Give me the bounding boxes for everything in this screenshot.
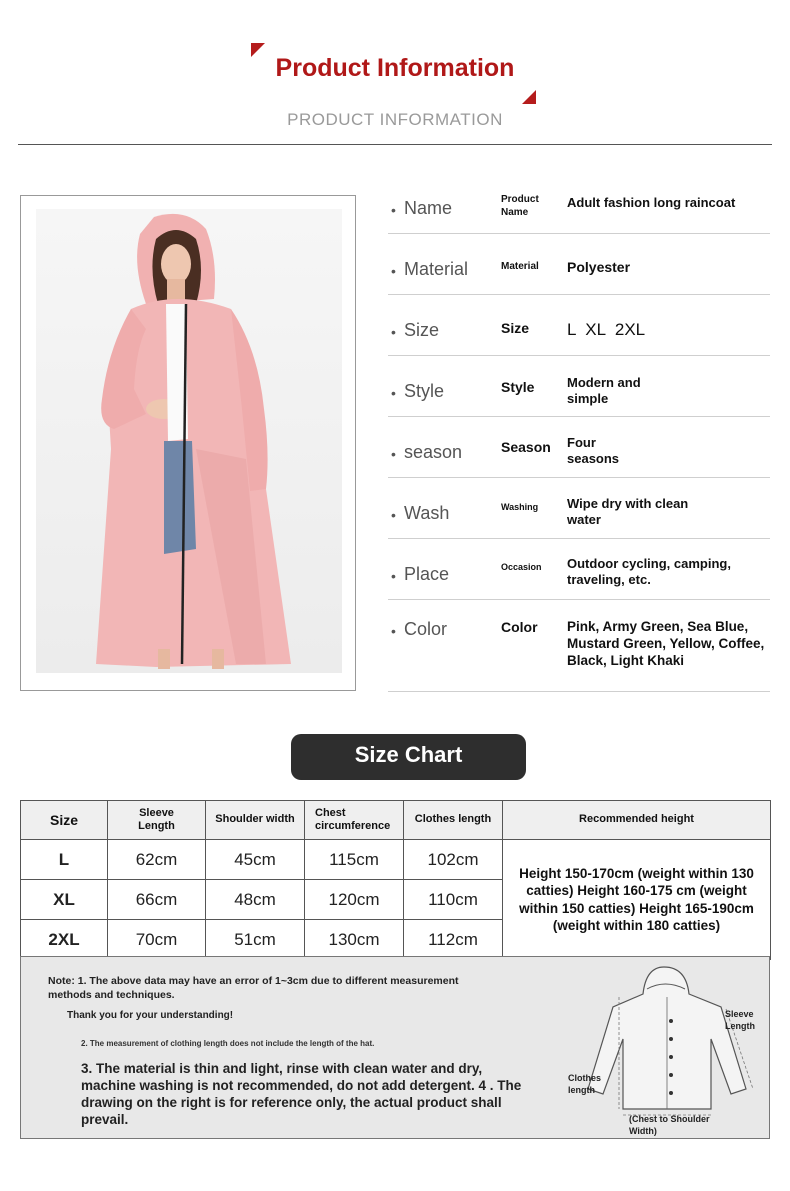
attr-key-label: Occasion [501, 562, 542, 572]
note-thanks: Thank you for your understanding! [67, 1010, 234, 1021]
raincoat-outline-icon [561, 959, 771, 1139]
bullet-dot: • [391, 623, 396, 639]
attr-key-label: Style [501, 379, 535, 395]
bullet-dot: • [391, 324, 396, 340]
cell-size: XL [21, 880, 108, 920]
attr-value: Four seasons [567, 435, 620, 467]
attr-key-label: Color [501, 619, 538, 635]
clothes-length-label: Clothes length [568, 1073, 602, 1095]
cell-chest: 120cm [305, 880, 404, 920]
measurement-diagram [561, 959, 771, 1139]
header-sleeve [108, 801, 206, 840]
size-table [20, 800, 771, 960]
attr-row-material [388, 235, 770, 295]
attr-name-label: Style [404, 381, 445, 401]
header-chest [305, 801, 404, 840]
attr-name-label: Wash [404, 503, 450, 523]
cell-size: L [21, 840, 108, 880]
attr-row-season [388, 418, 770, 478]
bullet-dot: • [391, 507, 396, 523]
header-clothes-length: Clothes length [404, 801, 503, 840]
attr-value: Pink, Army Green, Sea Blue, Mustard Green, Yellow, Coffee, Black, Light Khaki [567, 619, 765, 668]
chest-width-label: (Chest to Shoulder Width) [629, 1114, 710, 1136]
page-subtitle: PRODUCT INFORMATION [287, 110, 503, 129]
cell-sleeve: 62cm [108, 840, 206, 880]
product-photo-frame [20, 195, 356, 691]
note-3: 3. The material is thin and light, rinse with clean water and dry, machine washing is not recommended, do not add detergent. 4 . The drawing on the right is for reference only, the actual product shall prevail. [81, 1061, 522, 1127]
cell-length: 112cm [404, 920, 503, 960]
attr-row-color [388, 601, 770, 692]
cell-shoulder: 45cm [206, 840, 305, 880]
note-2: 2. The measurement of clothing length does not include the length of the hat. [81, 1039, 375, 1048]
attr-key-label: Material [501, 261, 539, 272]
attr-key-label: Season [501, 439, 551, 455]
cell-shoulder: 51cm [206, 920, 305, 960]
header-size: Size [21, 801, 108, 840]
table-row [21, 840, 771, 880]
attr-value: Outdoor cycling, camping, traveling, etc. [567, 556, 731, 588]
attr-value: Polyester [567, 259, 631, 275]
size-chart-title: Size Chart [291, 734, 526, 780]
bullet-dot: • [391, 446, 396, 462]
header-shoulder: Shoulder width [206, 801, 305, 840]
header-sleeve-label: Sleeve Length [138, 806, 175, 832]
cell-recommended-height: Height 150-170cm (weight within 130 catties) Height 160-175 cm (weight within 150 catties) Height 165-190cm (weight within 180 catties) [503, 840, 771, 960]
attr-key-label: Size [501, 320, 530, 336]
cell-chest: 115cm [305, 840, 404, 880]
attr-value: Adult fashion long raincoat [567, 195, 736, 210]
header-recommended-height: Recommended height [503, 801, 771, 840]
corner-accent-bottom-right [522, 90, 536, 104]
bullet-dot: • [391, 385, 396, 401]
raincoat-model-illustration [36, 209, 342, 673]
bullet-dot: • [391, 263, 396, 279]
cell-sleeve: 66cm [108, 880, 206, 920]
attr-row-style [388, 357, 770, 417]
attr-name-label: Name [404, 198, 453, 218]
header-divider [18, 144, 772, 145]
attr-value: L XL 2XL [567, 320, 646, 339]
cell-length: 102cm [404, 840, 503, 880]
bullet-dot: • [391, 202, 396, 218]
attr-row-size [388, 296, 770, 356]
attr-value: Wipe dry with clean water [567, 496, 689, 528]
cell-shoulder: 48cm [206, 880, 305, 920]
attr-name-label: Material [404, 259, 469, 279]
attr-value: Modern and simple [567, 375, 641, 407]
header-chest-label: Chest circumference [315, 806, 391, 832]
bullet-dot: • [391, 568, 396, 584]
cell-length: 110cm [404, 880, 503, 920]
attr-name-label: season [404, 442, 463, 462]
cell-size: 2XL [21, 920, 108, 960]
attr-key-label: Washing [501, 502, 539, 512]
note-1: Note: 1. The above data may have an error of 1~3cm due to different measurement methods and techniques. [48, 975, 459, 1002]
cell-chest: 130cm [305, 920, 404, 960]
table-header-row [21, 801, 771, 840]
product-photo [36, 209, 342, 673]
sleeve-length-label: Sleeve Length [725, 1009, 755, 1031]
cell-sleeve: 70cm [108, 920, 206, 960]
attr-key-label: Product Name [501, 194, 539, 218]
attr-name-label: Size [404, 320, 440, 340]
attr-row-name [388, 174, 770, 234]
notes-panel [20, 956, 770, 1139]
attr-row-wash [388, 479, 770, 539]
attr-name-label: Place [404, 564, 450, 584]
attr-row-place [388, 540, 770, 600]
page-title: Product Information [275, 54, 515, 82]
attr-name-label: Color [404, 619, 448, 639]
